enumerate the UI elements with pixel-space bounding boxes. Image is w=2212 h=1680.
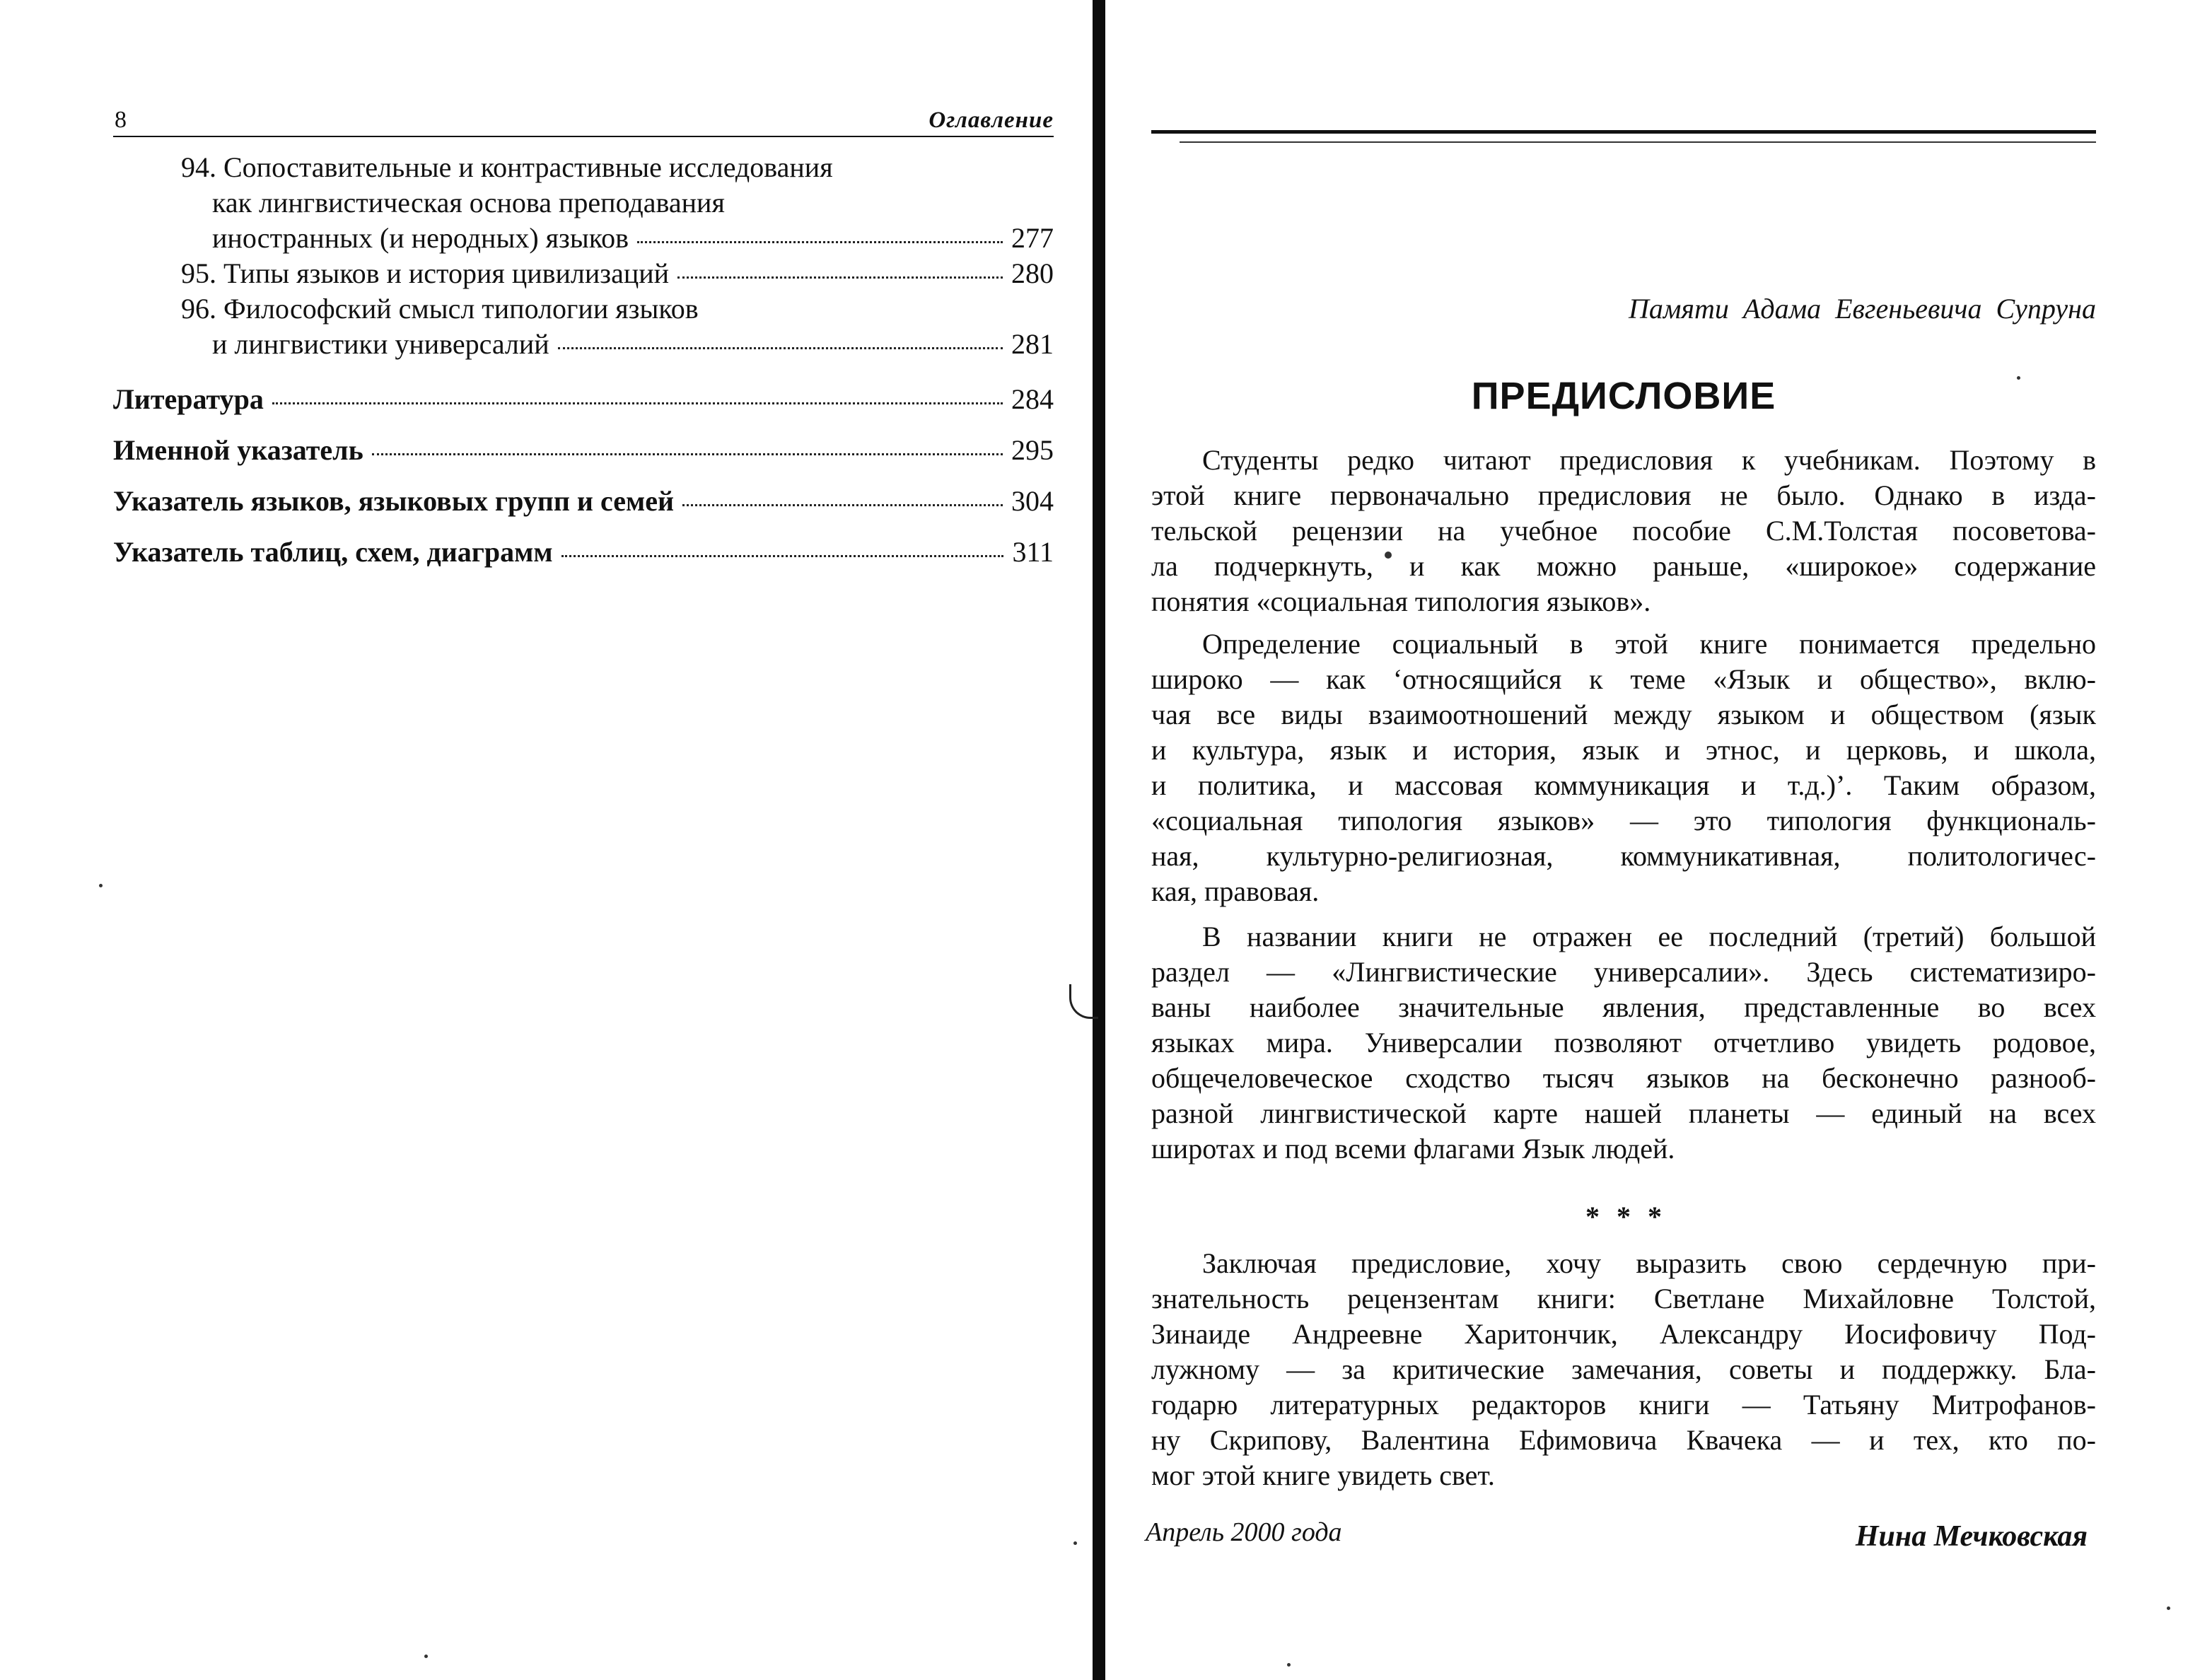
leader-dots xyxy=(272,402,1003,404)
scan-speck xyxy=(1073,1541,1077,1545)
leader-dots xyxy=(558,347,1003,349)
toc-entry-row xyxy=(212,221,1054,256)
leader-dots xyxy=(372,453,1003,455)
toc-page-number: 284 xyxy=(1011,383,1054,415)
text-line: ну Скрипову, Валентина Ефимовича Квачека — и тех, кто по- xyxy=(1151,1424,2096,1456)
header-rule xyxy=(1151,130,2096,134)
toc-section-title: Указатель языков, языковых групп и семей xyxy=(113,485,674,517)
toc-section-row xyxy=(113,535,1054,570)
running-title: Оглавление xyxy=(929,107,1054,133)
text-line: этой книге первоначально предисловия не было. Однако в изда- xyxy=(1151,479,2096,511)
text-line: «социальная типология языков» — это типология функциональ- xyxy=(1151,805,2096,836)
text-line: широко — как ‘относящийся к теме «Язык и общество», вклю- xyxy=(1151,663,2096,695)
text-line: языках мира. Универсалии позволяют отчетливо увидеть родовое, xyxy=(1151,1027,2096,1058)
scan-speck xyxy=(424,1655,428,1658)
scan-speck xyxy=(99,884,103,887)
toc-entry-line: 94. Сопоставительные и контрастивные исследования xyxy=(181,151,833,183)
leader-dots xyxy=(561,555,1004,557)
page-curl xyxy=(1069,984,1098,1019)
text-line: Определение социальный в этой книге понимается предельно xyxy=(1202,628,2096,660)
text-line: годарю литературных редакторов книги — Татьяну Митрофанов- xyxy=(1151,1389,2096,1421)
toc-page-number: 304 xyxy=(1011,485,1054,517)
author-signature: Нина Мечковская xyxy=(1855,1520,2088,1553)
leader-dots xyxy=(677,276,1003,279)
toc-section-row xyxy=(113,382,1054,417)
page-heading: ПРЕДИСЛОВИЕ xyxy=(1471,375,1776,417)
text-line: Заключая предисловие, хочу выразить свою сердечную при- xyxy=(1202,1247,2096,1279)
text-line: широтах и под всеми флагами Язык людей. xyxy=(1151,1133,1675,1165)
date: Апрель 2000 года xyxy=(1146,1517,1342,1547)
page-number: 8 xyxy=(115,107,127,133)
toc-entry-text: иностранных (и неродных) языков xyxy=(212,222,629,254)
toc-entry-line: как лингвистическая основа преподавания xyxy=(212,187,725,218)
text-line: ваны наиболее значительные явления, представленные во всех xyxy=(1151,991,2096,1023)
closing-paragraph xyxy=(1151,1246,2096,1493)
paragraph xyxy=(1151,919,2096,1167)
toc-entry-text: 95. Типы языков и история цивилизаций xyxy=(181,257,670,289)
toc-section-title: Литература xyxy=(113,383,264,415)
scan-speck xyxy=(1287,1663,1291,1667)
toc-page-number: 281 xyxy=(1011,328,1054,360)
paragraph xyxy=(1151,626,2096,909)
text-line: и культура, язык и история, язык и этнос, и церковь, и школа, xyxy=(1151,734,2096,766)
text-line: раздел — «Лингвистические универсалии». Здесь систематизиро- xyxy=(1151,956,2096,988)
text-line: кая, правовая. xyxy=(1151,875,1320,907)
text-line: ная, культурно-религиозная, коммуникативная, политологичес- xyxy=(1151,840,2096,872)
text-line: чая все виды взаимоотношений между языком и обществом (язык xyxy=(1151,699,2096,730)
toc-entry-row xyxy=(181,256,1054,291)
text-line: Зинаиде Андреевне Харитончик, Александру Иосифовичу Под- xyxy=(1151,1318,2096,1350)
text-line: общечеловеческое сходство тысяч языков на бесконечно разнооб- xyxy=(1151,1062,2096,1094)
section-separator: * * * xyxy=(1585,1201,1662,1232)
text-line: В названии книги не отражен ее последний (третий) большой xyxy=(1202,921,2096,952)
toc-section-title: Указатель таблиц, схем, диаграмм xyxy=(113,536,553,568)
toc-page-number: 311 xyxy=(1012,536,1054,568)
left-page-header xyxy=(113,106,1054,137)
toc-page-number: 277 xyxy=(1011,222,1054,254)
toc-entry-text: и лингвистики универсалий xyxy=(212,328,549,360)
text-line: и политика, и массовая коммуникация и т.д.)’. Таким образом, xyxy=(1151,769,2096,801)
header-rule-thin xyxy=(1180,141,2096,143)
paragraph xyxy=(1151,443,2096,619)
text-line: знательность рецензентам книги: Светлане Михайловне Толстой, xyxy=(1151,1283,2096,1314)
toc-section-title: Именной указатель xyxy=(113,434,363,466)
toc-section-row xyxy=(113,433,1054,468)
text-line: ла подчеркнуть, и как можно раньше, «широкое» содержание xyxy=(1151,550,2096,582)
text-line: мог этой книге увидеть свет. xyxy=(1151,1459,1495,1491)
scan-speck xyxy=(2167,1606,2170,1610)
toc-entry-row xyxy=(212,327,1054,362)
text-line: лужному — за критические замечания, советы и поддержку. Бла- xyxy=(1151,1353,2096,1385)
toc-page-number: 295 xyxy=(1011,434,1054,466)
toc-section-row xyxy=(113,484,1054,519)
text-line: тельской рецензии на учебное пособие С.М.Толстая посоветова- xyxy=(1151,515,2096,547)
toc-page-number: 280 xyxy=(1011,257,1054,289)
dedication: Памяти Адама Евгеньевича Супруна xyxy=(1629,293,2096,325)
leader-dots xyxy=(682,504,1003,506)
text-line: разной лингвистической карте нашей планеты — единый на всех xyxy=(1151,1097,2096,1129)
book-spine xyxy=(1093,0,1105,1680)
leader-dots xyxy=(637,241,1003,243)
toc-entry-line: 96. Философский смысл типологии языков xyxy=(181,293,699,325)
text-line: понятия «социальная типология языков». xyxy=(1151,585,1651,617)
text-line: Студенты редко читают предисловия к учебникам. Поэтому в xyxy=(1202,444,2096,476)
